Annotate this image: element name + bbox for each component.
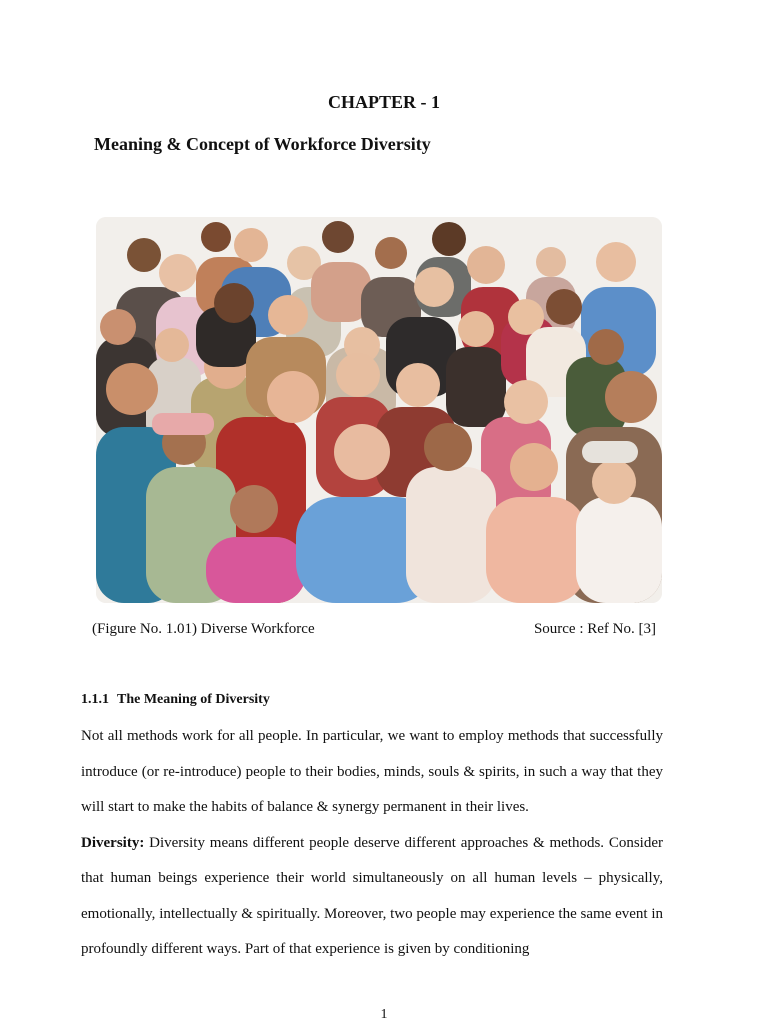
paragraph-2	[81, 826, 663, 968]
diversity-term: Diversity:	[81, 834, 145, 851]
chapter-heading: CHAPTER - 1	[328, 92, 440, 112]
section-number: 1.1.1	[81, 692, 109, 707]
section-heading	[81, 692, 270, 708]
figure-caption: (Figure No. 1.01) Diverse Workforce	[92, 621, 315, 637]
diversity-definition: Diversity means different people deserve different approaches & methods. Consider that human beings experience their world simultaneously on all human levels – physically, emotionally, intellectually & spiritually. Moreover, two people may experience the same event in profoundly different ways. Part of that experience is given by conditioning	[81, 834, 664, 957]
paragraph-1: Not all methods work for all people. In particular, we want to employ methods that successfully introduce (or re-introduce) people to their bodies, minds, souls & spirits, in such a way that they will start to make the habits of balance & synergy permanent in their lives.	[81, 728, 663, 815]
figure-source: Source : Ref No. [3]	[533, 621, 656, 637]
section-title: The Meaning of Diversity	[117, 692, 270, 707]
diverse-workforce-photo	[96, 217, 662, 603]
chapter-title: Meaning & Concept of Workforce Diversity	[94, 134, 431, 154]
page-number: 1	[380, 1007, 388, 1022]
body-text	[81, 719, 663, 968]
